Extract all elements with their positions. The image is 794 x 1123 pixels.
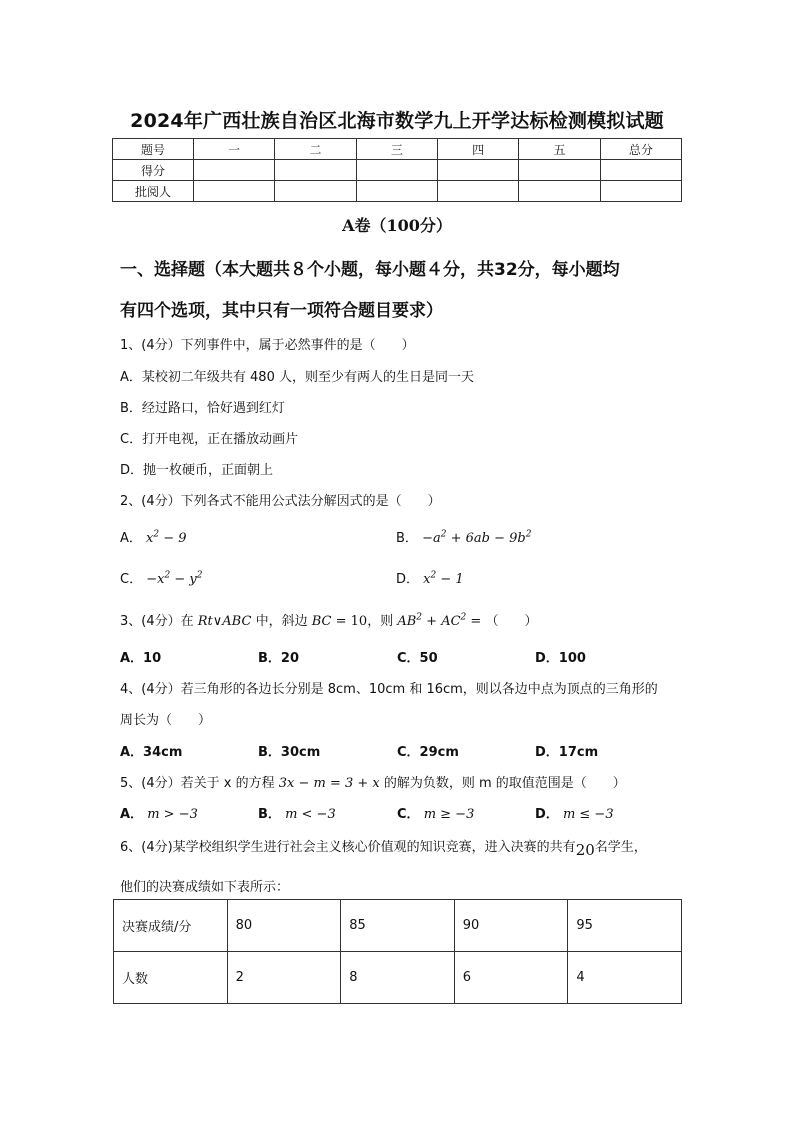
q5-option-a <box>120 803 198 822</box>
table-cell: 得分 <box>113 160 194 181</box>
formula: $x^2 - 1$ <box>423 570 464 587</box>
q4-stem-line1: 4、(4分）若三角形的各边长分别是 8cm、10cm 和 16cm，则以各边中点为顶点的三角形的 <box>120 682 658 697</box>
table-cell: 批阅人 <box>113 181 194 202</box>
table-cell <box>275 181 356 202</box>
table-row <box>113 160 682 181</box>
table-cell <box>356 181 437 202</box>
part1-heading-line1: 一、选择题（本大题共８个小题，每小题４分，共32分，每小题均 <box>120 260 620 280</box>
table-cell <box>194 160 275 181</box>
q1-stem: 1、(4分）下列事件中，属于必然事件的是（ ） <box>120 338 415 353</box>
q6-stem-pre: 6、(4分)某学校组织学生进行社会主义核心价值观的知识竞赛，进入决赛的共有 <box>120 840 576 855</box>
q6-stem-line2: 他们的决赛成绩如下表所示： <box>120 880 290 895</box>
table-row <box>114 900 682 952</box>
formula: 3x − m = 3 + x <box>278 776 380 791</box>
q3-stem: 3、(4分）在 Rt∨ABC 中，斜边 BC = 10，则 $AB^2 + AC^2$ = （ ） <box>120 612 538 629</box>
formula: Rt∨ABC <box>197 614 252 629</box>
q3-option-a: A．10 <box>120 651 162 666</box>
table-cell: 4 <box>568 952 682 1004</box>
q1-option-a: A．某校初二年级共有 480 人，则至少有两人的生日是同一天 <box>120 370 474 385</box>
q4-option-a: A．34cm <box>120 745 183 760</box>
result-table <box>113 899 682 1004</box>
q5-option-c <box>397 803 474 822</box>
table-cell: 人数 <box>114 952 228 1004</box>
option-label: A． <box>120 807 144 822</box>
table-cell: 80 <box>227 900 341 952</box>
table-cell: 二 <box>275 139 356 160</box>
q3-stem-mid: 中，斜边 <box>255 614 308 629</box>
table-cell <box>437 181 518 202</box>
table-cell <box>437 160 518 181</box>
q6-stem-line1 <box>120 836 647 859</box>
q3-option-c: C．50 <box>397 651 438 666</box>
option-label: C． <box>397 807 420 822</box>
option-label: D． <box>535 807 559 822</box>
formula: m > −3 <box>147 807 198 822</box>
q4-stem-line2: 周长为（ ） <box>120 713 212 728</box>
table-row <box>113 139 682 160</box>
option-label: B． <box>396 531 418 546</box>
q4-option-c: C．29cm <box>397 745 459 760</box>
q4-option-b: B．30cm <box>258 745 321 760</box>
q1-option-c: C．打开电视，正在播放动画片 <box>120 432 299 447</box>
q5-option-d <box>535 803 614 822</box>
q6-stem-post: 名学生， <box>594 840 647 855</box>
section-a-title: A卷（100分） <box>342 216 452 235</box>
table-cell: 6 <box>454 952 568 1004</box>
q5-stem-pre: 5、(4分）若关于 x 的方程 <box>120 776 275 791</box>
page-title: 2024年广西壮族自治区北海市数学九上开学达标检测模拟试题 <box>130 110 664 132</box>
formula: $AB^2 + AC^2$ <box>397 612 467 629</box>
table-cell: 决赛成绩/分 <box>114 900 228 952</box>
table-cell <box>275 160 356 181</box>
option-label: C． <box>120 572 143 587</box>
q2-option-c <box>120 568 202 587</box>
q1-option-d: D．抛一枚硬币，正面朝上 <box>120 463 274 478</box>
table-cell <box>519 181 600 202</box>
option-label: A． <box>120 531 142 546</box>
table-cell: 五 <box>519 139 600 160</box>
q1-option-b: B．经过路口，恰好遇到红灯 <box>120 401 285 416</box>
table-cell: 90 <box>454 900 568 952</box>
table-cell: 总分 <box>600 139 681 160</box>
q3-stem-post: （ ） <box>485 614 538 629</box>
table-cell <box>600 181 681 202</box>
formula: BC <box>311 614 332 629</box>
table-row <box>114 952 682 1004</box>
q4-option-d: D．17cm <box>535 745 599 760</box>
table-cell: 85 <box>341 900 455 952</box>
q5-option-b <box>258 803 336 822</box>
q5-stem <box>120 772 626 791</box>
table-cell: 一 <box>194 139 275 160</box>
table-cell <box>356 160 437 181</box>
formula: $x^2 - 9$ <box>146 529 187 546</box>
q3-stem-pre: 3、(4分）在 <box>120 614 194 629</box>
table-cell: 题号 <box>113 139 194 160</box>
part1-heading-line2: 有四个选项，其中只有一项符合题目要求） <box>120 301 443 321</box>
formula: $-x^2 - y^2$ <box>146 570 203 587</box>
table-cell: 四 <box>437 139 518 160</box>
q6-student-count: 20 <box>575 841 595 859</box>
score-table <box>112 138 682 202</box>
q3-option-b: B．20 <box>258 651 299 666</box>
q2-option-b <box>396 527 531 546</box>
formula: $-a^2 + 6ab - 9b^2$ <box>422 529 532 546</box>
formula: m ≤ −3 <box>562 807 614 822</box>
formula: m ≥ −3 <box>423 807 475 822</box>
table-row <box>113 181 682 202</box>
option-label: D． <box>396 572 420 587</box>
q2-option-a <box>120 527 187 546</box>
option-label: B． <box>258 807 281 822</box>
table-cell: 95 <box>568 900 682 952</box>
q3-stem-mid2: ，则 <box>367 614 394 629</box>
table-cell: 三 <box>356 139 437 160</box>
table-cell <box>600 160 681 181</box>
formula: m < −3 <box>285 807 336 822</box>
table-cell <box>519 160 600 181</box>
q5-stem-post: 的解为负数，则 m 的取值范围是（ ） <box>383 776 626 791</box>
table-cell <box>194 181 275 202</box>
q2-stem: 2、(4分）下列各式不能用公式法分解因式的是（ ） <box>120 494 441 509</box>
table-cell: 8 <box>341 952 455 1004</box>
q2-option-d <box>396 568 464 587</box>
q3-option-d: D．100 <box>535 651 586 666</box>
table-cell: 2 <box>227 952 341 1004</box>
